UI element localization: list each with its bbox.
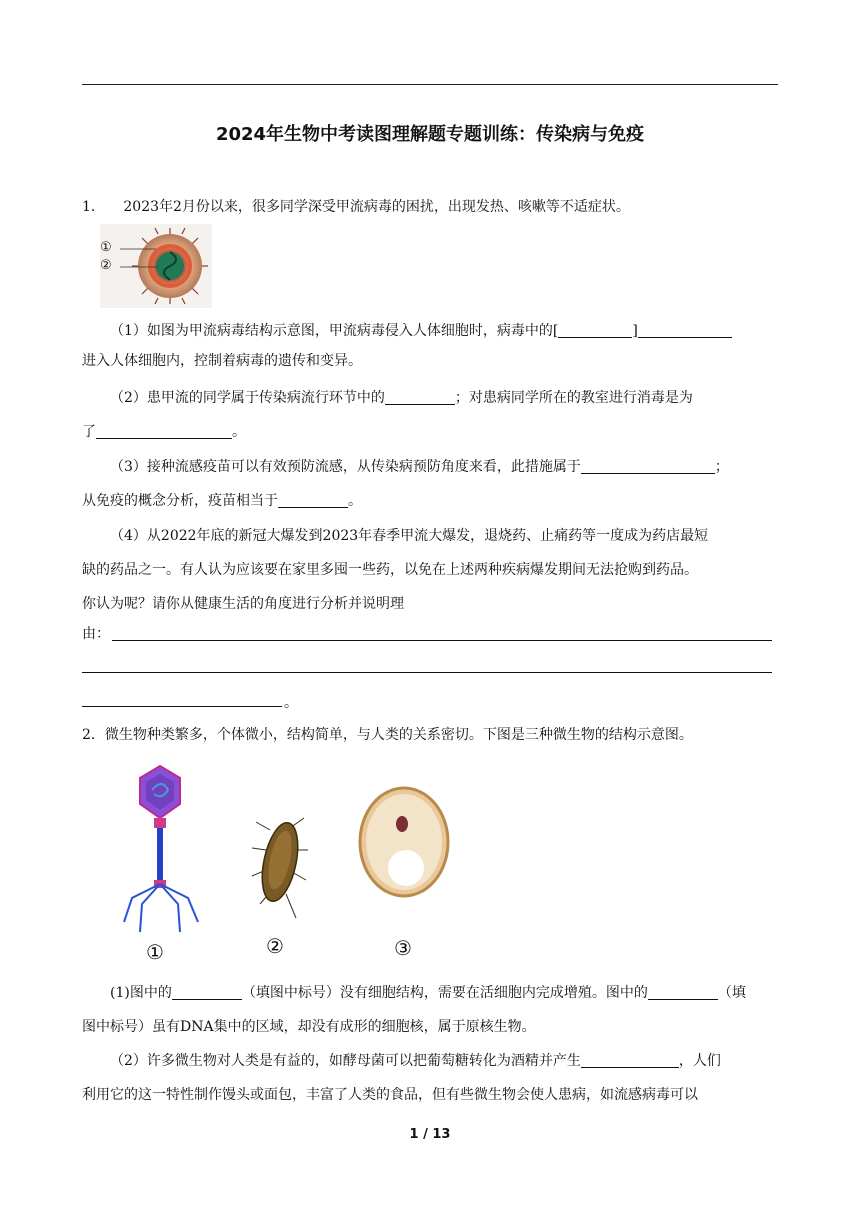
- q1-p2-end: 。: [232, 424, 246, 440]
- bacteriophage-figure: [118, 764, 214, 964]
- q1-p1-text: （1）如图为甲流病毒结构示意图，甲流病毒侵入人体细胞时，病毒中的[: [110, 323, 559, 339]
- answer-blank[interactable]: [558, 323, 632, 338]
- answer-blank[interactable]: [581, 459, 715, 474]
- q2-p1-text3: （填: [717, 985, 746, 1001]
- q1-part4-line3: 你认为呢？请你从健康生活的角度进行分析并说明理: [82, 596, 404, 612]
- question-number: 2．: [82, 727, 105, 743]
- document-title: 2024年生物中考读图理解题专题训练：传染病与免疫: [215, 124, 645, 145]
- figure-label-1: ①: [100, 240, 112, 255]
- question-text: 2023年2月份以来，很多同学深受甲流病毒的困扰，出现发热、咳嗽等不适症状。: [123, 199, 630, 215]
- question-2-stem: [82, 726, 693, 744]
- answer-blank[interactable]: [648, 985, 718, 1000]
- q2-p1-text2: （填图中标号）没有细胞结构，需要在活细胞内完成增殖。图中的: [241, 985, 648, 1001]
- answer-line[interactable]: [82, 706, 282, 707]
- q2-p2-text: （2）许多微生物对人类是有益的，如酵母菌可以把葡萄糖转化为酒精并产生: [110, 1053, 581, 1069]
- page-number: 1 / 13: [409, 1127, 451, 1142]
- q1-p3-text: （3）接种流感疫苗可以有效预防流感，从传染病预防角度来看，此措施属于: [110, 459, 581, 475]
- flu-virus-figure: [100, 224, 212, 308]
- q2-part2-line2: 利用它的这一特性制作馒头或面包，丰富了人类的食品，但有些微生物会使人患病，如流感病毒可以: [82, 1087, 698, 1103]
- q1-p3-text3: 从免疫的概念分析，疫苗相当于: [82, 493, 278, 509]
- q1-p2-text3: 了: [82, 424, 96, 440]
- q1-part4-line1: （4）从2022年底的新冠大爆发到2023年春季甲流大爆发，退烧药、止痛药等一度成为药店最短: [110, 528, 709, 544]
- figure-label-1: ①: [146, 940, 164, 964]
- answer-line[interactable]: [112, 640, 772, 641]
- answer-blank[interactable]: [172, 985, 242, 1000]
- yeast-figure: [356, 786, 452, 970]
- q1-part4-end: 。: [284, 695, 298, 711]
- answer-blank[interactable]: [385, 390, 455, 405]
- bacterium-figure: [250, 810, 310, 970]
- figure-label-2: ②: [100, 258, 112, 273]
- answer-line[interactable]: [82, 672, 772, 673]
- q1-part2-line2: [82, 423, 246, 441]
- answer-blank[interactable]: [96, 424, 232, 439]
- figure-label-2: ②: [266, 934, 284, 958]
- q2-part2-line1: [110, 1052, 721, 1070]
- q1-p3-end: 。: [348, 493, 362, 509]
- q1-part1-line2: 进入人体细胞内，控制着病毒的遗传和变异。: [82, 353, 362, 369]
- q1-part2-line1: [110, 389, 693, 407]
- q1-p2-text: （2）患甲流的同学属于传染病流行环节中的: [110, 390, 385, 406]
- question-text: 微生物种类繁多，个体微小，结构简单，与人类的关系密切。下图是三种微生物的结构示意图。: [104, 727, 693, 743]
- q2-p2-text2: ，人们: [678, 1053, 721, 1069]
- q1-part4-line4: 由：: [82, 626, 110, 642]
- q1-part4-line2: 缺的药品之一。有人认为应该要在家里多囤一些药，以免在上述两种疾病爆发期间无法抢购到药品。: [82, 562, 698, 578]
- q2-part1-line2: 图中标号）虽有DNA集中的区域，却没有成形的细胞核，属于原核生物。: [82, 1019, 536, 1035]
- answer-blank[interactable]: [638, 323, 732, 338]
- q2-p1-text: (1)图中的: [110, 985, 172, 1001]
- q2-part1-line1: [110, 984, 746, 1002]
- answer-blank[interactable]: [581, 1053, 679, 1068]
- question-1-stem: [82, 198, 630, 216]
- q1-part3-line2: [82, 492, 362, 510]
- q1-p3-text2: ；: [714, 459, 729, 475]
- figure-label-3: ③: [394, 936, 412, 960]
- q1-p2-text2: ；对患病同学所在的教室进行消毒是为: [454, 390, 693, 406]
- header-rule: [82, 84, 778, 85]
- q1-part3-line1: [110, 458, 729, 476]
- question-number: 1．: [82, 199, 105, 215]
- answer-blank[interactable]: [278, 493, 348, 508]
- q1-p1-bracket: ]: [632, 323, 638, 339]
- q1-part1-line1: [110, 322, 732, 340]
